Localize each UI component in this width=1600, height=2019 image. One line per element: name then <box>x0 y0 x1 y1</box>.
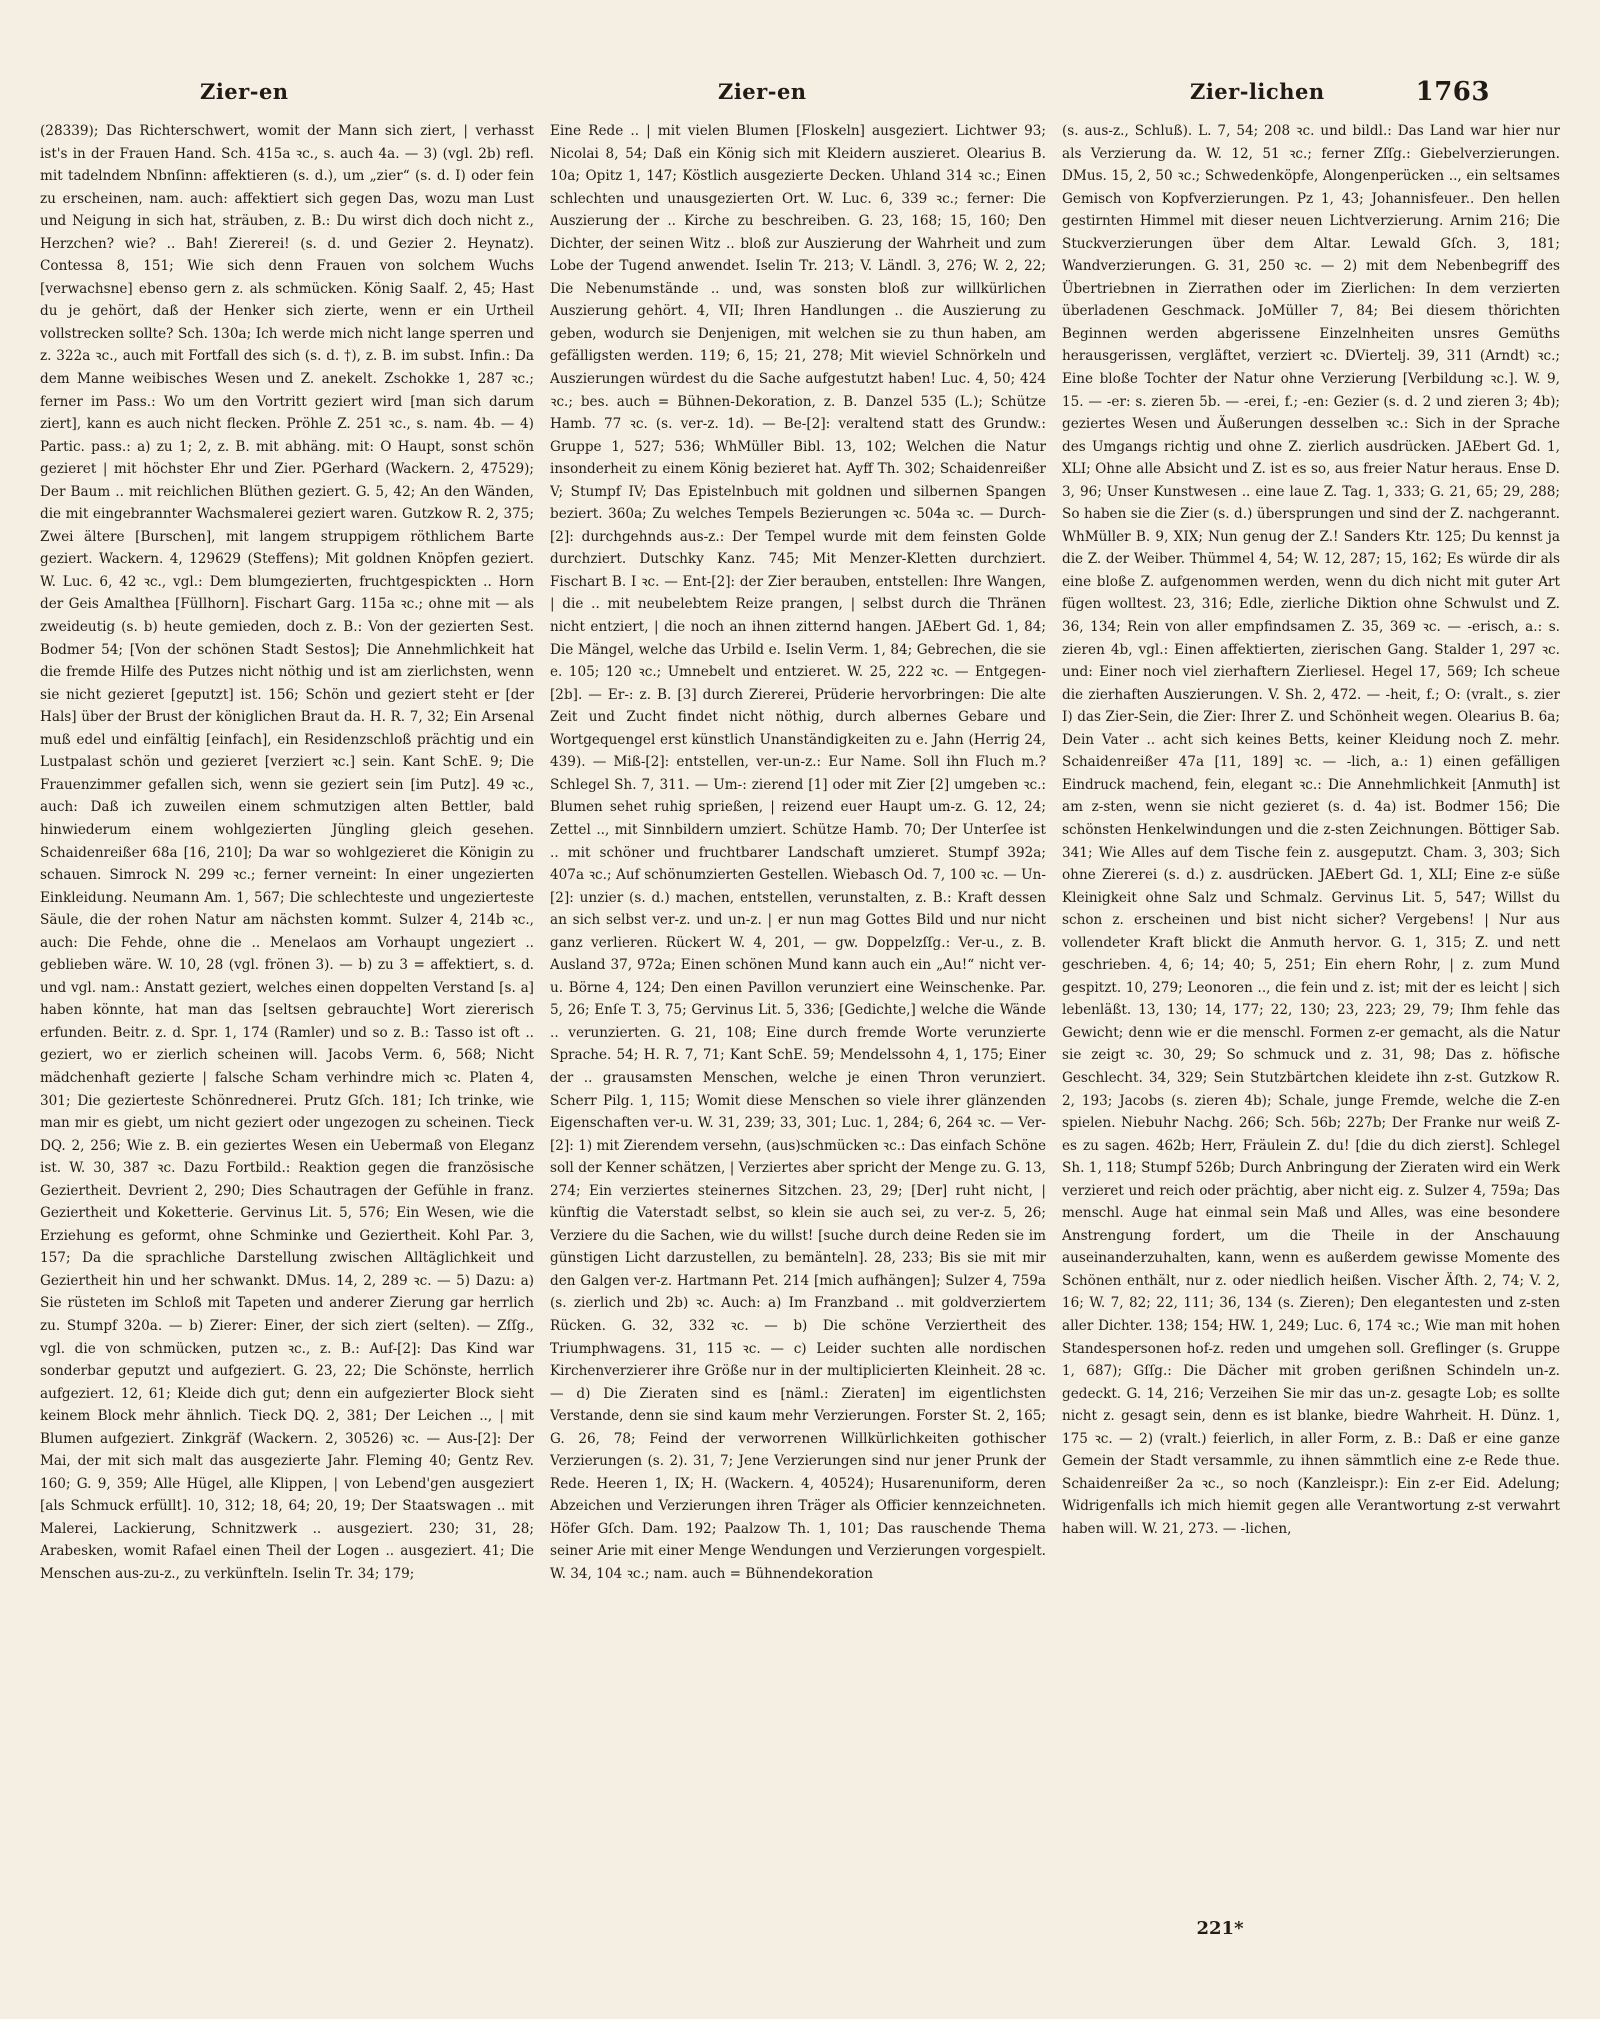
running-head-left: Zier-en <box>200 79 289 104</box>
column-text: Eine Rede .. | mit vielen Blumen [Floskeln] ausgeziert. Lichtwer 93; Nicolai 8, 54; Daß ein König sich mit Kleidern auszieret. Olearius B. 10a; Opitz 1, 147; Köstlich ausgezierte Decken. Uhland 314 ꝛc.; Einen schlechten und unausgezierten Ort. W. Luc. 6, 339 ꝛc.; ferner: Die Auszierung der .. Kirche zu beschreiben. G. 23, 168; 15, 160; Den Dichter, der seinen Witz .. bloß zur Auszierung der Wahrheit und zum Lobe der Tugend anwendet. Iselin Tr. 213; V. Ländl. 3, 276; W. 2, 22; Die Nebenumstände .. und, was sonsten bloß zur willkürlichen Auszierung gehört. 4, VII; Ihren Handlungen .. die Auszierung zu geben, wodurch sie Denjenigen, mit welchen sie zu thun haben, am gefälligsten werden. 119; 6, 15; 21, 278; Mit wieviel Schnörkeln und Auszierungen würdest du die Sache aufgestutzt haben! Luc. 4, 50; 424 ꝛc.; bes. auch = Bühnen-Dekoration, z. B. Danzel 535 (L.); Schütze Hamb. 77 ꝛc. (s. ver-z. 1d). — Be-[2]: veraltend statt des Grundw.: Gruppe 1, 527; 536; WhMüller Bibl. 13, 102; Welchen die Natur insonderheit zu einem König bezieret hat. Ayff Th. 302; Schaidenreißer V; Stumpf IV; Das Epistelnbuch mit goldnen und silbernen Spangen beziert. 360a; Zu welches Tempels Bezierungen ꝛc. 504a ꝛc. — Durch-[2]: durchgehnds aus-z.: Der Tempel wurde mit dem feinsten Golde durchziert. Dutschky Kanz. 745; Mit Menzer-Kletten durchziert. Fischart B. I ꝛc. — Ent-[2]: der Zier berauben, entstellen: Ihre Wangen, | die .. mit neubelebtem Reize prangen, | selbst durch die Thränen nicht entziert, | die noch an ihnen zitternd hangen. JAEbert Gd. 1, 84; Die Mängel, welche das Urbild e. Iselin Verm. 1, 84; Gebrechen, die sie e. 105; 120 ꝛc.; Umnebelt und entzieret. W. 25, 222 ꝛc. — Entgegen-[2b]. — Er-: z. B. [3] durch Ziererei, Prüderie hervorbringen: Die alte Zeit und Zucht findet nicht nöthig, durch albernes Gebare und Wortgequengel erst künstlich Unanständigkeiten zu e. Jahn (Herrig 24, 439). — Miß-[2]: entstellen, ver-un-z.: Eur Name. Soll ihn Fluch m.? Schlegel Sh. 7, 311. — Um-: zierend [1] oder mit Zier [2] umgeben ꝛc.: Blumen sehet ruhig sprießen, | reizend euer Haupt um-z. G. 12, 24; Zettel .., mit Sinnbildern umziert. Schütze Hamb. 70; Der Unterſee ist .. mit schöner und fruchtbarer Landschaft umzieret. Stumpf 392a; 407a ꝛc.; Auf schönumzierten Gestellen. Wiebasch Od. 7, 100 ꝛc. — Un-[2]: unzier (s. d.) machen, entstellen, verunstalten, z. B.: Kraft dessen an sich selbst ver-z. und un-z. | er nun mag Gottes Bild und nur nicht ganz verlieren. Rückert W. 4, 201, — gw. Doppelzſſg.: Ver-u., z. B. Ausland 37, 972a; Einen schönen Mund kann auch ein „Au!“ nicht ver-u. Börne 4, 124; Den einen Pavillon verunziert eine Weinschenke. Par. 5, 26; Enſe T. 3, 75; Gervinus Lit. 5, 336; [Gedichte,] welche die Wände .. verunzierten. G. 21, 108; Eine durch fremde Worte verunzierte Sprache. 54; H. R. 7, 71; Kant SchE. 59; Mendelssohn 4, 1, 175; Einer der .. grausamsten Menschen, welche je einen Thron verunziert. Scherr Pilg. 1, 115; Womit diese Menschen so viele ihrer glänzenden Eigenschaften ver-u. W. 31, 239; 33, 301; Luc. 1, 284; 6, 264 ꝛc. — Ver-[2]: 1) mit Zierendem versehn, (aus)schmücken ꝛc.: Das einfach Schöne soll der Kenner schätzen, | Verziertes aber spricht der Menge zu. G. 13, 274; Ein verziertes steinernes Sitzchen. 23, 29; [Der] ruht nicht, | künftig die Vaterstadt selbst, so klein sie auch sei, zu ver-z. 5, 26; Verziere du die Sachen, wie du willst! [suche durch deine Reden sie im günstigen Licht darzustellen, zu bemänteln]. 28, 233; Bis sie mit mir den Galgen ver-z. Hartmann Pet. 214 [mich aufhängen]; Sulzer 4, 759a (s. zierlich und 2b) ꝛc. Auch: a) Im Franzband .. mit goldverziertem Rücken. G. 32, 332 ꝛc. — b) Die schöne Verziertheit des Triumphwagens. 31, 115 ꝛc. — c) Leider suchten alle nordischen Kirchenverzierer ihre Größe nur in der multiplicierten Kleinheit. 28 ꝛc. — d) Die Zieraten sind es [näml.: Zieraten] im eigentlichsten Verstande, denn sie sind kaum mehr Verzierungen. Forster St. 2, 165; G. 26, 78; Feind der verworrenen Willkürlichkeiten gothischer Verzierungen (s. 2). 31, 7; Jene Verzierungen sind nur jener Prunk der Rede. Heeren 1, IX; H. (Wackern. 4, 40524); Husarenuniform, deren Abzeichen und Verzierungen ihren Träger als Officier kennzeichneten. Höfer Gſch. Dam. 192; Paalzow Th. 1, 101; Das rauschende Thema seiner Arie mit einer Menge Wendungen und Verzierungen vorgespielt. W. 34, 104 ꝛc.; nam. auch = Bühnendekoration <box>550 123 1046 1582</box>
text-column-middle <box>550 120 1046 1900</box>
header-rule <box>40 114 1560 115</box>
column-text: (s. aus-z., Schluß). L. 7, 54; 208 ꝛc. und bildl.: Das Land war hier nur als Verzierung da. W. 12, 51 ꝛc.; ferner Zſſg.: Giebelverzierungen. DMus. 15, 2, 50 ꝛc.; Schwedenköpfe, Alongenperücken .., ein seltsames Gemisch von Kopfverzierungen. Pz 1, 43; Johannisfeuer.. Den hellen gestirnten Himmel mit dieser neuen Lichtverzierung. Arnim 216; Die Stuckverzierungen über dem Altar. Lewald Gſch. 3, 181; Wandverzierungen. G. 31, 250 ꝛc. — 2) mit dem Nebenbegriff des Übertriebnen in Zierrathen oder im Zierlichen: In dem verzierten überladenen Geschmack. JoMüller 7, 84; Bei diesem thörichten Beginnen werden abgerissene Einzelnheiten unsres Gemüths herausgerissen, vergläftet, verziert ꝛc. DViertelj. 39, 311 (Arndt) ꝛc.; Eine bloße Tochter der Natur ohne Verzierung [Verbildung ꝛc.]. W. 9, 15. — -er: s. zieren 5b. — -erei, f.; -en: Gezier (s. d. 2 und zieren 3; 4b); geziertes Wesen und Äußerungen desselben ꝛc.: Sich in der Sprache des Umgangs richtig und ohne Z. zierlich ausdrücken. JAEbert Gd. 1, XLI; Ohne alle Absicht und Z. ist es so, aus freier Natur heraus. Ense D. 3, 96; Unser Kunstwesen .. eine laue Z. Tag. 1, 333; G. 21, 65; 29, 288; So haben sie die Zier (s. d.) übersprungen und sind der Z. nachgerannt. WhMüller B. 9, XIX; Nun genug der Z.! Sanders Ktr. 125; Du kennst ja die Z. der Weiber. Thümmel 4, 54; W. 12, 287; 15, 162; Es würde dir als eine bloße Z. aufgenommen werden, wenn du dich nicht mit guter Art fügen wolltest. 23, 316; Edle, zierliche Diktion ohne Schwulst und Z. 36, 134; Rein von aller empfindsamen Z. 35, 369 ꝛc. — -erisch, a.: s. zieren 4b, vgl.: Einen affektierten, zierischen Gang. Stalder 1, 297 ꝛc. und: Einer noch viel zierhaftern Zierliesel. Hegel 17, 569; Ich scheue die zierhaften Auszierungen. V. Sh. 2, 472. — -heit, f.; O: (vralt., s. zier I) das Zier-Sein, die Zier: Ihrer Z. und Schönheit wegen. Olearius B. 6a; Dein Vater .. acht sich keines Betts, keiner Kleidung noch Z. mehr. Schaidenreißer 47a [11, 189] ꝛc. — -lich, a.: 1) einen gefälligen Eindruck machend, fein, elegant ꝛc.: Die Annehmlichkeit [Anmuth] ist am z-sten, wenn sie nicht gezieret (s. d. 4a) ist. Bodmer 156; Die schönsten Henkelwindungen und die z-sten Zeichnungen. Böttiger Sab. 341; Wie Alles auf dem Tische fein z. ausgeputzt. Cham. 3, 303; Sich ohne Ziererei (s. d.) z. ausdrücken. JAEbert Gd. 1, XLI; Eine z-e süße Kleinigkeit ohne Salz und Schmalz. Gervinus Lit. 5, 547; Willst du schon z. erscheinen und bist nicht sicher? Vergebens! | Nur aus vollendeter Kraft blickt die Anmuth hervor. G. 1, 315; Z. und nett geschrieben. 4, 6; 14; 40; 5, 251; Ein ehern Rohr, | z. zum Mund gespitzt. 10, 279; Leonoren .., die fein und z. ist; mit der es leicht | sich lebenläßt. 13, 130; 14, 177; 22, 130; 23, 223; 29, 79; Ihm fehle das Gewicht; denn wie er die menschl. Formen z-er gemacht, als die Natur sie zeigt ꝛc. 30, 29; So schmuck und z. 31, 98; Das z. höfische Geschlecht. 34, 329; Sein Stutzbärtchen kleidete ihn z-st. Gutzkow R. 2, 193; Jacobs (s. zieren 4b); Schale, junge Fremde, welche die Z-en spielen. Niebuhr Nachg. 266; Sch. 56b; 227b; Der Franke nur weiß Z-es zu sagen. 462b; Herr, Fräulein Z. du! [die du dich zierst]. Schlegel Sh. 1, 118; Stumpf 526b; Durch Anbringung der Zieraten wird ein Werk verzieret und reich oder prächtig, aber nicht eig. z. Sulzer 4, 759a; Das menschl. Auge hat einmal sein Maß und Alles, was eine besondere Anstrengung fordert, um die Theile in der Anschauung auseinanderzuhalten, kann, wenn es außerdem gewisse Momente des Schönen enthält, nur z. oder niedlich heißen. Vischer Äſth. 2, 74; V. 2, 16; W. 7, 82; 22, 111; 36, 134 (s. Zieren); Den elegantesten und z-sten aller Dichter. 138; 154; HW. 1, 249; Luc. 6, 174 ꝛc.; Wie man mit hohen Standespersonen hof-z. reden und umgehen soll. Greflinger (s. Gruppe 1, 687); Gſſg.: Die Dächer mit groben gerißnen Schindeln un-z. gedeckt. G. 14, 216; Verzeihen Sie mir das un-z. gesagte Lob; es sollte nicht z. gesagt sein, denn es ist blanke, biedre Wahrheit. H. Dünz. 1, 175 ꝛc. — 2) (vralt.) feierlich, in aller Form, z. B.: Daß er eine ganze Gemein der Stadt versammle, zu ihnen sämmtlich eine z-e Rede thue. Schaidenreißer 2a ꝛc., so noch (Kanzleispr.): Ein z-er Eid. Adelung; Widrigenfalls ich mich hiemit gegen alle Verantwortung z-st verwahrt haben will. W. 21, 273. — -lichen, <box>1062 123 1560 1537</box>
text-column-left <box>40 120 534 1900</box>
text-column-right <box>1062 120 1560 1900</box>
page-number: 1763 <box>1415 77 1490 107</box>
column-text: (28339); Das Richterschwert, womit der Mann sich ziert, | verhasst ist's in der Frauen Hand. Sch. 415a ꝛc., s. auch 4a. — 3) (vgl. 2b) refl. mit tadelndem Nbnſinn: affektieren (s. d.), um „zier“ (s. d. I) oder fein zu erscheinen, nam. auch: affektiert sich gegen Das, wozu man Lust und Neigung in sich hat, sträuben, z. B.: Du wirst dich doch nicht z., Herzchen? wie? .. Bah! Ziererei! (s. d. und Gezier 2. Heynatz). Contessa 8, 151; Wie sich denn Frauen von solchem Wuchs [verwachsne] ebenso gern z. als schmücken. König Saalf. 2, 45; Hast du je gehört, daß der Henker sich zierte, wenn er ein Urtheil vollstrecken sollte? Sch. 130a; Ich werde mich nicht lange sperren und z. 322a ꝛc., auch mit Fortfall des sich (s. d. †), z. B. im subst. Infin.: Da dem Manne weibisches Wesen und Z. anekelt. Zschokke 1, 287 ꝛc.; ferner im Pass.: Wo um den Vortritt geziert wird [man sich darum ziert], kann es auch nicht flecken. Pröhle Z. 251 ꝛc., s. nam. 4b. — 4) Partic. pass.: a) zu 1; 2, z. B. mit abhäng. mit: O Haupt, sonst schön gezieret | mit höchster Ehr und Zier. PGerhard (Wackern. 2, 47529); Der Baum .. mit reichlichen Blüthen geziert. G. 5, 42; An den Wänden, die mit eingebrannter Wachsmalerei geziert waren. Gutzkow R. 2, 375; Zwei ältere [Burschen], mit langem struppigem röthlichem Barte geziert. Wackern. 4, 129629 (Steffens); Mit goldnen Knöpfen geziert. W. Luc. 6, 42 ꝛc., vgl.: Dem blumgezierten, fruchtgespickten .. Horn der Geis Amalthea [Füllhorn]. Fischart Garg. 115a ꝛc.; ohne mit — als zweideutig (s. b) heute gemieden, doch z. B.: Von der gezierten Sest. Bodmer 54; [Von der schönen Stadt Sestos]; Die Annehmlichkeit hat die fremde Hilfe des Putzes nicht nöthig und ist am zierlichsten, wenn sie nicht gezieret [geputzt] ist. 156; Schön und geziert steht er [der Hals] über der Brust der königlichen Braut da. H. R. 7, 32; Ein Arsenal muß edel und einfältig [einfach], ein Residenzschloß prächtig und ein Lustpalast schön und gezieret [verziert ꝛc.] sein. Kant SchE. 9; Die Frauenzimmer gefallen sich, wenn sie geziert sein [im Putz]. 49 ꝛc., auch: Daß ich zuweilen einem schmutzigen alten Bettler, bald hinwiederum einem wohlgezierten Jüngling gleich gesehen. Schaidenreißer 68a [16, 210]; Da war so wohlgezieret die Königin zu schauen. Simrock N. 299 ꝛc.; ferner verneint: In einer ungezierten Einkleidung. Neumann Am. 1, 567; Die schlechteste und ungezierteste Säule, die der rohen Natur am nächsten kommt. Sulzer 4, 214b ꝛc., auch: Die Fehde, ohne die .. Menelaos am Vorhaupt ungeziert .. geblieben wäre. W. 10, 28 (vgl. frönen 3). — b) zu 3 = affektiert, s. d. und vgl. nam.: Anstatt geziert, welches einen doppelten Verstand [s. a] haben könnte, hat man das [seltsen gebrauchte] Wort ziererisch erfunden. Beitr. z. d. Spr. 1, 174 (Ramler) und so z. B.: Tasso ist oft .. geziert, wo er zierlich scheinen will. Jacobs Verm. 6, 568; Nicht mädchenhaft gezierte | falsche Scham verhindre mich ꝛc. Platen 4, 301; Die gezierteste Schönrednerei. Prutz Gſch. 181; Ich trinke, wie man mir es giebt, um nicht geziert oder ungezogen zu scheinen. Tieck DQ. 2, 256; Wie z. B. ein geziertes Wesen ein Uebermaß von Eleganz ist. W. 30, 387 ꝛc. Dazu Fortbild.: Reaktion gegen die französische Geziertheit. Devrient 2, 290; Dies Schautragen der Gefühle in franz. Geziertheit und Koketterie. Gervinus Lit. 5, 576; Ein Wesen, wie die Erziehung es geformt, ohne Schminke und Geziertheit. Kohl Par. 3, 157; Da die sprachliche Darstellung zwischen Alltäglichkeit und Geziertheit hin und her schwankt. DMus. 14, 2, 289 ꝛc. — 5) Dazu: a) Sie rüsteten im Schloß mit Tapeten und anderer Zierung gar herrlich zu. Stumpf 320a. — b) Zierer: Einer, der sich ziert (selten). — Zſſg., vgl. die von schmücken, putzen ꝛc., z. B.: Auf-[2]: Das Kind war sonderbar geputzt und aufgeziert. G. 23, 22; Die Schönste, herrlich aufgeziert. 12, 61; Kleide dich gut; denn ein aufgezierter Block sieht keinem Block mehr ähnlich. Tieck DQ. 2, 381; Der Leichen .., | mit Blumen aufgeziert. Zinkgräf (Wackern. 2, 30526) ꝛc. — Aus-[2]: Der Mai, der mit sich malt das ausgezierte Jahr. Fleming 40; Gentz Rev. 160; G. 9, 359; Alle Hügel, alle Klippen, | von Lebend'gen ausgeziert [als Schmuck erfüllt]. 10, 312; 18, 64; 20, 19; Der Staatswagen .. mit Malerei, Lackierung, Schnitzwerk .. ausgeziert. 230; 31, 28; Arabesken, womit Rafael einen Theil der Logen .. ausgeziert. 41; Die Menschen aus-zu-z., zu verkünfteln. Iselin Tr. 34; 179; <box>40 123 534 1582</box>
running-head-right: Zier-lichen <box>1190 79 1325 104</box>
running-head-middle: Zier-en <box>718 79 807 104</box>
signature-mark: 221* <box>1196 1918 1244 1939</box>
